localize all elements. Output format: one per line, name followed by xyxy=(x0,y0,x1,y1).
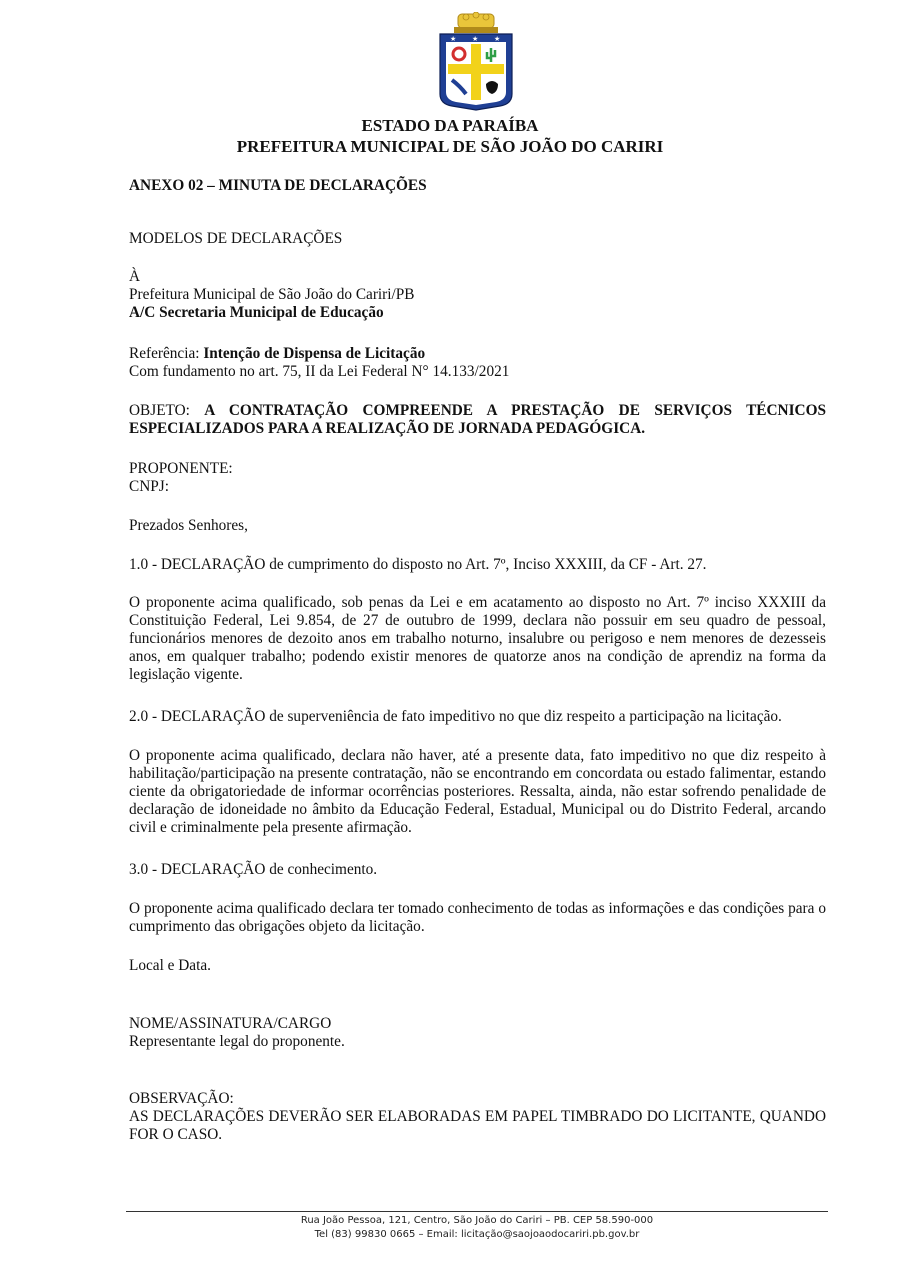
declaration-1-title: 1.0 - DECLARAÇÃO de cumprimento do disposto no Art. 7º, Inciso XXXIII, da CF - Art. 27. xyxy=(129,556,707,573)
annex-title: ANEXO 02 – MINUTA DE DECLARAÇÕES xyxy=(129,177,427,194)
svg-text:★: ★ xyxy=(472,35,479,43)
proponent-label: PROPONENTE: xyxy=(129,460,233,477)
footer-divider xyxy=(126,1211,828,1212)
addressee-block xyxy=(129,268,826,322)
svg-text:★: ★ xyxy=(494,35,501,43)
svg-text:★: ★ xyxy=(450,35,457,43)
reference-label: Referência: xyxy=(129,345,204,362)
declaration-3-title: 3.0 - DECLARAÇÃO de conhecimento. xyxy=(129,861,378,878)
reference-block xyxy=(129,345,826,381)
cnpj-label: CNPJ: xyxy=(129,478,169,495)
signature-name-line: NOME/ASSINATURA/CARGO xyxy=(129,1015,332,1032)
object-label: OBJETO: xyxy=(129,402,205,419)
addressee-to: À xyxy=(129,268,141,285)
addressee-attention: A/C Secretaria Municipal de Educação xyxy=(129,304,384,321)
observation-label: OBSERVAÇÃO: xyxy=(129,1090,234,1107)
greeting: Prezados Senhores, xyxy=(129,517,248,534)
observation-text: AS DECLARAÇÕES DEVERÃO SER ELABORADAS EM PAPEL TIMBRADO DO LICITANTE, QUANDO FOR O CASO. xyxy=(129,1108,826,1143)
addressee-entity: Prefeitura Municipal de São João do Cariri/PB xyxy=(129,286,415,303)
signature-role: Representante legal do proponente. xyxy=(129,1033,345,1050)
reference-basis: Com fundamento no art. 75, II da Lei Federal N° 14.133/2021 xyxy=(129,363,510,380)
footer-address: Rua João Pessoa, 121, Centro, São João do Cariri – PB. CEP 58.590-000 xyxy=(300,1215,654,1226)
declaration-3-text: O proponente acima qualificado declara ter tomado conhecimento de todas as informações e das condições para o cumprimento das obrigações objeto da licitação. xyxy=(129,900,826,935)
place-date: Local e Data. xyxy=(129,957,211,974)
signature-block xyxy=(129,1015,826,1051)
declaration-1-text: O proponente acima qualificado, sob penas da Lei e em acatamento ao disposto no Art. 7º inciso XXXIII da Constituição Federal, Lei 9.854, de 27 de outubro de 1999, declara não possuir em seu quadro de pessoal, funcionários menores de dezoito anos em trabalho noturno, insalubre ou perigoso e nem menores de dezesseis anos, em qualquer trabalho; podendo existir menores de quatorze anos na condição de aprendiz na forma da legislação vigente. xyxy=(129,594,826,683)
reference-line xyxy=(129,345,826,363)
coat-of-arms-icon xyxy=(436,12,516,112)
object-text: A CONTRATAÇÃO COMPREENDE A PRESTAÇÃO DE SERVIÇOS TÉCNICOS ESPECIALIZADOS PARA A REALIZAÇÃO DE JORNADA PEDAGÓGICA. xyxy=(129,402,826,437)
footer-contact: Tel (83) 99830 0665 – Email: licitação@saojoaodocariri.pb.gov.br xyxy=(314,1229,640,1240)
declaration-2-text: O proponente acima qualificado, declara não haver, até a presente data, fato impeditivo no que diz respeito à habilitação/participação na presente contratação, não se encontrando em concordata ou estado falimentar, estando ciente da obrigatoriedade de informar ocorrências posteriores. Ressalta, ainda, não estar sofrendo penalidade de declaração de idoneidade no âmbito da Educação Federal, Estadual, Municipal ou do Distrito Federal, arcando civil e criminalmente pela presente afirmação. xyxy=(129,747,826,836)
models-title: MODELOS DE DECLARAÇÕES xyxy=(129,230,343,247)
declaration-2-title: 2.0 - DECLARAÇÃO de superveniência de fato impeditivo no que diz respeito a participação na licitação. xyxy=(129,708,782,725)
state-heading: ESTADO DA PARAÍBA xyxy=(361,116,539,135)
object-paragraph xyxy=(129,402,826,438)
reference-value: Intenção de Dispensa de Licitação xyxy=(203,345,426,362)
municipality-heading: PREFEITURA MUNICIPAL DE SÃO JOÃO DO CARIRI xyxy=(236,137,664,156)
proponent-block xyxy=(129,460,826,496)
